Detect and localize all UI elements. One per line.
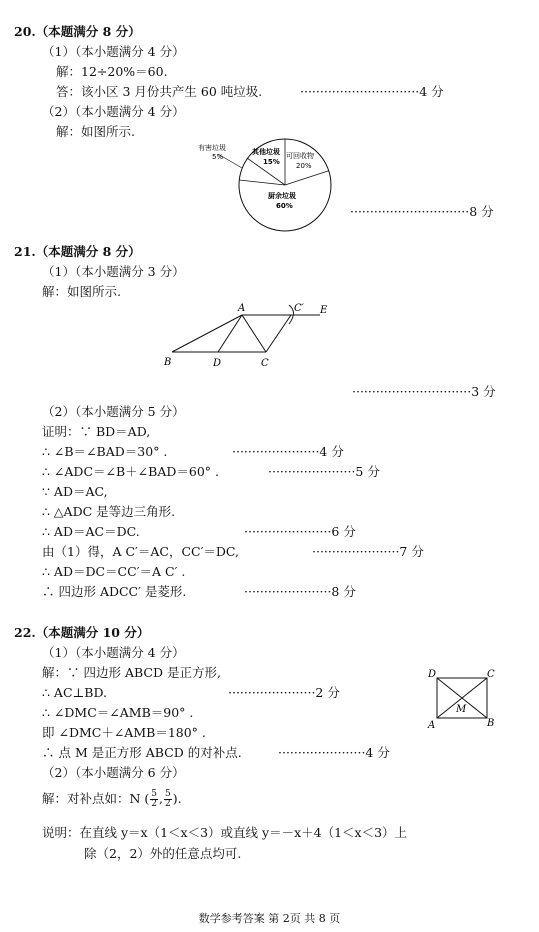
- pie-pct-harmful: 5%: [212, 153, 224, 161]
- point-D-label: D: [428, 669, 437, 680]
- q21-part1-heading: （1）（本小题满分 3 分）: [42, 264, 185, 279]
- point-A-label: A: [428, 720, 436, 731]
- q21-proof-line2: ∴ ∠B＝∠BAD＝30° .: [42, 444, 168, 459]
- q22-proof-line3: ∴ ∠DMC＝∠AMB＝90° .: [42, 705, 194, 720]
- q22-square-figure: [425, 668, 500, 736]
- q22-part1-heading: （1）（本小题满分 4 分）: [42, 645, 185, 660]
- point-D-label: D: [213, 358, 222, 369]
- pie-label-recyclable: 可回收物: [286, 152, 314, 160]
- point-E-label: E: [320, 305, 328, 316]
- q21-proof-line9: ∴ 四边形 ADCC′ 是菱形.: [42, 584, 187, 599]
- q21-line2-points: ······················4 分: [232, 444, 344, 459]
- point-C-label: C: [261, 358, 269, 369]
- q21-line6-points: ······················6 分: [244, 524, 356, 539]
- fraction-x-numerator: 5: [151, 789, 158, 799]
- q21-proof-line1: 证明：∵ BD＝AD,: [42, 424, 151, 439]
- pie-pct-recyclable: 20%: [296, 162, 312, 170]
- q22-answer-line: [42, 788, 182, 810]
- point-A-label: A: [238, 303, 246, 314]
- q21-line7-points: ······················7 分: [312, 544, 424, 559]
- q22-note-line2: 除（2，2）外的任意点均可.: [84, 846, 242, 861]
- point-M-label: M: [456, 704, 467, 715]
- q22-proof-line1: 解：∵ 四边形 ABCD 是正方形,: [42, 665, 221, 680]
- q22-title: 22.（本题满分 10 分）: [14, 625, 150, 640]
- q21-line9-points: ······················8 分: [244, 584, 356, 599]
- point-Cprime-label: C′: [294, 303, 304, 314]
- q22-answer-comma: ,: [159, 791, 164, 806]
- q21-part1-points: ······························3 分: [352, 384, 496, 399]
- q22-proof-line2: ∴ AC⊥BD.: [42, 685, 108, 700]
- q21-figure: [160, 300, 340, 375]
- point-C-label: C: [487, 669, 495, 680]
- page-footer: 数学参考答案 第 2页 共 8 页: [198, 912, 341, 925]
- q21-proof-line7: 由（1）得，A C′＝AC，CC′＝DC,: [42, 544, 240, 559]
- q21-title: 21.（本题满分 8 分）: [14, 244, 141, 259]
- fraction-y-denominator: 2: [165, 799, 171, 809]
- q21-proof-line5: ∴ △ADC 是等边三角形.: [42, 504, 176, 519]
- q20-part2-solution: 解：如图所示.: [56, 124, 135, 139]
- pie-pct-kitchen: 60%: [276, 202, 293, 210]
- q20-part2-heading: （2）（本小题满分 4 分）: [42, 104, 185, 119]
- q21-proof-line8: ∴ AD＝DC＝CC′＝A C′ .: [42, 564, 186, 579]
- fraction-x: [150, 790, 158, 809]
- q22-note-line1: 说明：在直线 y＝x（1＜x＜3）或直线 y＝－x＋4（1＜x＜3）上: [42, 825, 408, 840]
- q22-answer-suffix: ).: [172, 791, 182, 806]
- q22-proof-line5: ∴ 点 M 是正方形 ABCD 的对补点.: [42, 745, 242, 760]
- q22-line2-points: ······················2 分: [228, 685, 340, 700]
- pie-chart: [190, 140, 340, 235]
- q21-proof-line6: ∴ AD＝AC＝DC.: [42, 524, 140, 539]
- q20-part1-answer: 答：该小区 3 月份共产生 60 吨垃圾.: [56, 84, 263, 99]
- q21-line3-points: ······················5 分: [268, 464, 380, 479]
- q20-part2-points: ······························8 分: [350, 204, 494, 219]
- q22-part2-heading: （2）（本小题满分 6 分）: [42, 765, 185, 780]
- q22-answer-prefix: 解：对补点如：N (: [42, 791, 150, 806]
- point-B-label: B: [164, 357, 172, 368]
- q20-part1-heading: （1）（本小题满分 4 分）: [42, 44, 185, 59]
- fraction-y-numerator: 5: [165, 789, 171, 799]
- q21-part2-heading: （2）（本小题满分 5 分）: [42, 404, 185, 419]
- q21-proof-line4: ∵ AD＝AC,: [42, 484, 108, 499]
- pie-pct-other: 15%: [263, 158, 280, 166]
- pie-label-harmful: 有害垃圾: [198, 144, 226, 152]
- q20-part1-points: ······························4 分: [300, 84, 444, 99]
- pie-label-kitchen: 厨余垃圾: [268, 192, 296, 200]
- fraction-x-denominator: 2: [151, 799, 158, 809]
- q20-part1-solution: 解：12÷20%＝60.: [56, 64, 168, 79]
- point-B-label: B: [487, 718, 495, 729]
- q22-proof-line4: 即 ∠DMC＋∠AMB＝180° .: [42, 725, 206, 740]
- pie-label-other: 其他垃圾: [252, 148, 280, 156]
- q22-line5-points: ······················4 分: [278, 745, 390, 760]
- fraction-y: [164, 790, 172, 809]
- q20-title: 20.（本题满分 8 分）: [14, 24, 141, 39]
- q21-proof-line3: ∴ ∠ADC＝∠B＋∠BAD＝60° .: [42, 464, 219, 479]
- q21-part1-solution: 解：如图所示.: [42, 284, 121, 299]
